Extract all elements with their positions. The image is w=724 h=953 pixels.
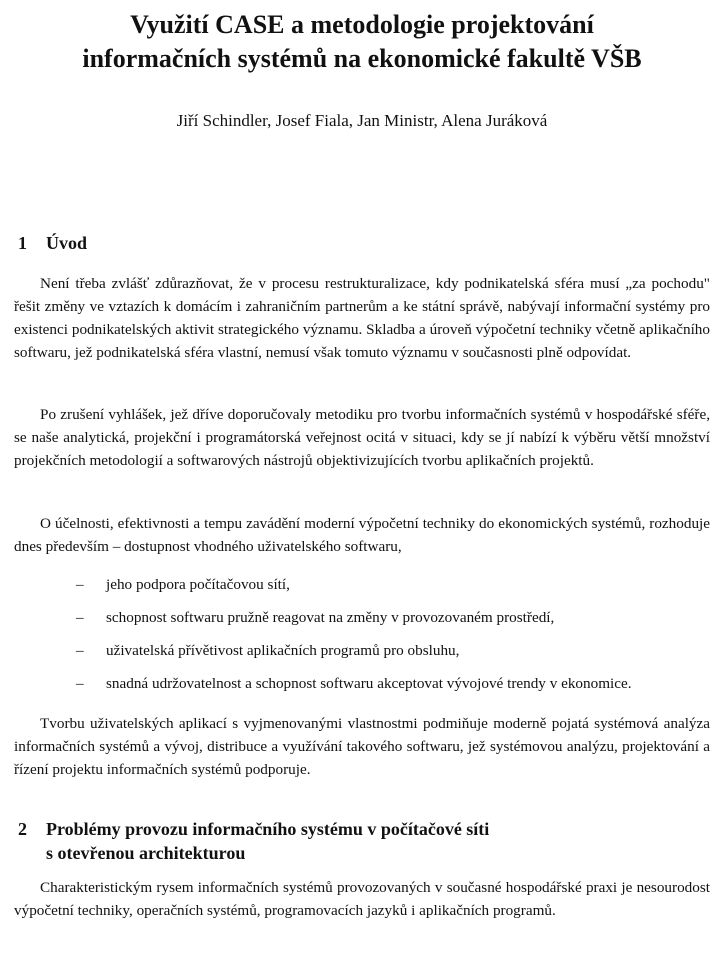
- authors: Jiří Schindler, Josef Fiala, Jan Ministr, Alena Juráková: [176, 111, 548, 130]
- list-item: [76, 639, 706, 662]
- list-item-text: schopnost softwaru pružně reagovat na změny v provozovaném prostředí,: [106, 609, 555, 626]
- list-item: [76, 606, 706, 629]
- section-title-line-2: s otevřenou architekturou: [46, 843, 246, 863]
- bullet-list: [76, 573, 706, 705]
- paragraph: Po zrušení vyhlášek, jež dříve doporučovaly metodiku pro tvorbu informačních systémů v hospodářské sféře, se naše analytická, projekční i programátorská veřejnost ocitá v situaci, kdy se jí nabízí k výběru větší množství projekčních metodologií a softwarových nástrojů objektivizujících tvorbu aplikačních projektů.: [14, 406, 710, 469]
- paper-title: [20, 8, 704, 76]
- list-dash: –: [76, 576, 84, 593]
- section-number: 1: [18, 233, 27, 253]
- list-dash: –: [76, 675, 84, 692]
- list-item-text: uživatelská přívětivost aplikačních programů pro obsluhu,: [106, 642, 460, 659]
- section-title: Úvod: [46, 233, 88, 253]
- section-1-heading: [18, 231, 708, 255]
- section-title-line-1: Problémy provozu informačního systému v počítačové síti: [46, 819, 490, 839]
- list-item: [76, 573, 706, 596]
- list-item-text: jeho podpora počítačovou sítí,: [106, 576, 290, 593]
- list-item-text: snadná udržovatelnost a schopnost softwaru akceptovat vývojové trendy v ekonomice.: [106, 675, 632, 692]
- paragraph: O účelnosti, efektivnosti a tempu zavádění moderní výpočetní techniky do ekonomických systémů, rozhoduje dnes především – dostupnost vhodného uživatelského softwaru,: [14, 515, 710, 555]
- section-number: 2: [18, 819, 27, 839]
- paragraph: Charakteristickým rysem informačních systémů provozovaných v současné hospodářské praxi je nesourodost výpočetní techniky, operačních systémů, programovacích jazyků i aplikačních programů.: [14, 879, 710, 919]
- paragraph: Není třeba zvlášť zdůrazňovat, že v procesu restrukturalizace, kdy podnikatelská sféra musí „za pochodu" řešit změny ve vztazích k domácím i zahraničním partnerům a ke státní správě, nabývají informační systémy pro existenci podnikatelských aktivit strategického významu. Skladba a úroveň výpočetní techniky včetně aplikačního softwaru, jež podnikatelská sféra vlastní, nemusí však tomuto významu v současnosti plně odpovídat.: [14, 275, 710, 361]
- section-2-heading: [18, 817, 708, 865]
- title-line-2: informačních systémů na ekonomické fakultě VŠB: [82, 44, 642, 73]
- paragraph: Tvorbu uživatelských aplikací s vyjmenovanými vlastnostmi podmiňuje moderně pojatá systémová analýza informačních systémů a vývoj, distribuce a využívání takového softwaru, jež systémovou analýzu, projektování a řízení projektu informačních systémů podporuje.: [14, 715, 710, 778]
- list-dash: –: [76, 609, 84, 626]
- list-item: [76, 672, 706, 695]
- title-line-1: Využití CASE a metodologie projektování: [130, 10, 594, 39]
- list-dash: –: [76, 642, 84, 659]
